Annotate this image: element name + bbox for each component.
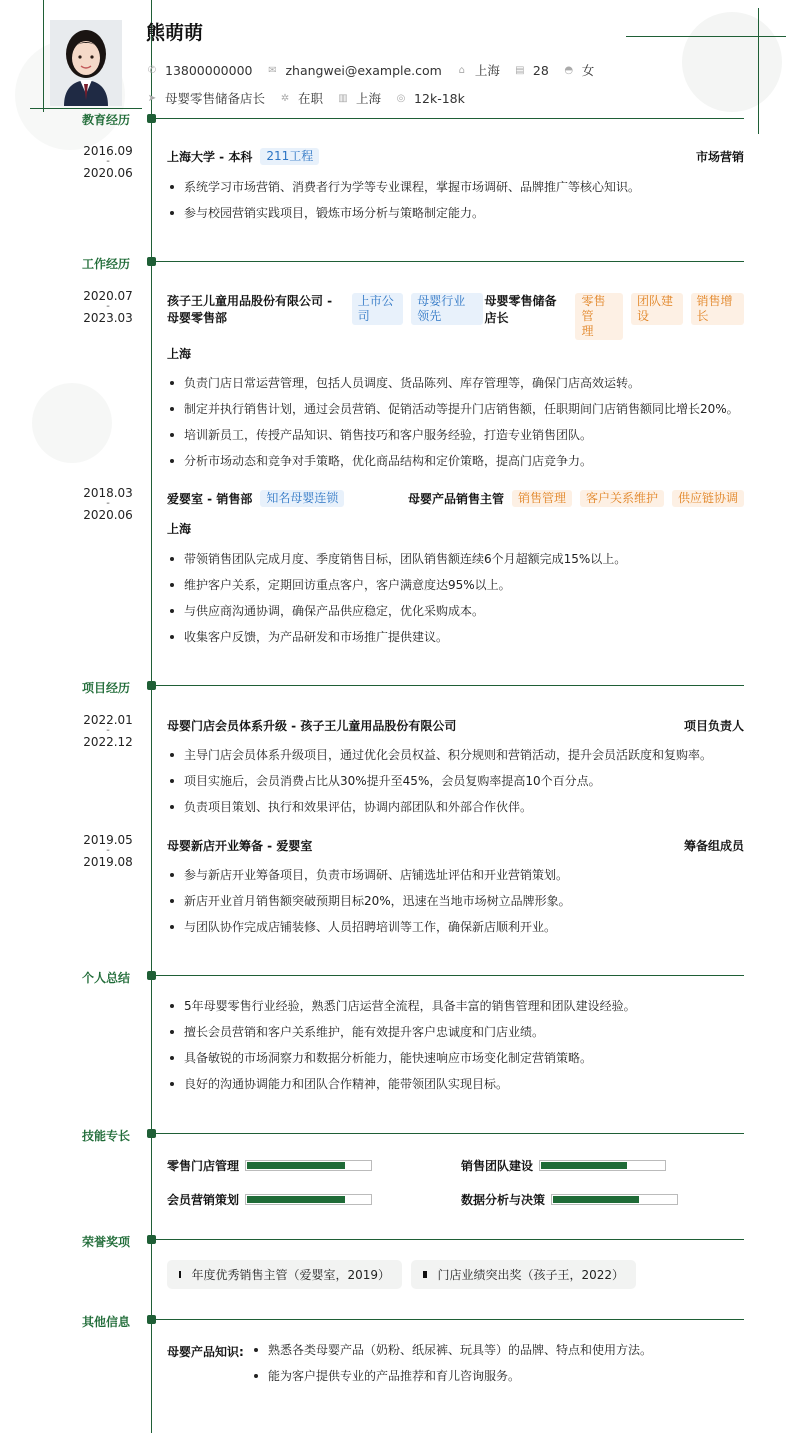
project-header <box>167 837 744 854</box>
skill-item <box>461 1191 678 1208</box>
job-intent-row <box>146 89 479 107</box>
skill-item <box>167 1191 372 1208</box>
date-range: 2018.03 - 2020.06 <box>83 486 133 522</box>
status-icon: ✲ <box>280 92 290 104</box>
skill-item <box>167 1157 372 1174</box>
company-tag: 知名母婴连锁 <box>260 490 344 507</box>
list-item: 收集客户反馈，为产品研发和市场推广提供建议。 <box>167 630 747 656</box>
section-divider <box>156 1319 744 1320</box>
list-item: 带领销售团队完成月度、季度销售目标，团队销售额连续6个月超额完成15%以上。 <box>167 552 747 578</box>
section-title-summary: 个人总结 <box>82 971 131 985</box>
section-title-projects: 项目经历 <box>82 681 131 695</box>
skill-tag: 供应链协调 <box>672 490 744 507</box>
list-item: 负责门店日常运营管理，包括人员调度、货品陈列、库存管理等，确保门店高效运转。 <box>167 376 747 402</box>
skill-tag: 零售管 理 <box>575 293 623 340</box>
work-header <box>167 490 744 507</box>
company-tag: 上市公 司 <box>352 293 404 325</box>
skill-level-bar <box>551 1194 678 1205</box>
list-item: 擅长会员营销和客户关系维护，能有效提升客户忠诚度和门店业绩。 <box>167 1025 747 1051</box>
education-header <box>167 148 744 165</box>
other-info-label: 母婴产品知识: <box>167 1345 244 1359</box>
list-item: 与供应商沟通协调，确保产品供应稳定，优化采购成本。 <box>167 604 747 630</box>
skill-tag: 销售增 长 <box>691 293 744 325</box>
phone-icon: ✆ <box>147 64 157 76</box>
date-range: 2020.07 - 2023.03 <box>83 289 133 325</box>
candidate-name: 熊萌萌 <box>146 22 204 44</box>
contact-row <box>146 61 608 79</box>
phone-number: 13800000000 <box>165 62 253 78</box>
work-city: 上海 <box>167 522 192 536</box>
school-tag: 211工程 <box>260 148 319 165</box>
section-title-skills: 技能专长 <box>82 1129 131 1143</box>
list-item: 系统学习市场营销、消费者行为学等专业课程，掌握市场调研、品牌推广等核心知识。 <box>167 180 747 206</box>
skill-level-fill <box>247 1196 345 1203</box>
skill-name: 零售门店管理 <box>167 1159 240 1173</box>
list-item: 制定并执行销售计划，通过会员营销、促销活动等提升门店销售额，任职期间门店销售额同比增长20%。 <box>167 402 747 428</box>
project-title: 母婴门店会员体系升级 - 孩子王儿童用品股份有限公司 <box>167 719 457 733</box>
list-item: 参与新店开业筹备项目，负责市场调研、店铺选址评估和开业营销策划。 <box>167 868 747 894</box>
date-range: 2019.05 - 2019.08 <box>83 833 133 869</box>
target-city: 上海 <box>356 91 382 106</box>
work-bullets <box>167 552 747 656</box>
summary-bullets <box>167 999 747 1103</box>
school-name: 上海大学 - 本科 <box>167 150 253 164</box>
award-badge: 门店业绩突出奖（孩子王，2022） <box>411 1260 636 1289</box>
major: 市场营销 <box>695 150 744 164</box>
salary-icon: ◎ <box>396 92 406 104</box>
avatar <box>50 20 122 106</box>
skill-level-fill <box>541 1162 627 1169</box>
company-name: 孩子王儿童用品股份有限公司 - 母婴零售部 <box>167 294 333 325</box>
other-info-bullets <box>252 1343 652 1395</box>
section-divider <box>156 1239 744 1240</box>
section-title-education: 教育经历 <box>82 113 131 127</box>
list-item: 培训新员工，传授产品知识、销售技巧和客户服务经验，打造专业销售团队。 <box>167 428 747 454</box>
decor-circle <box>682 12 782 112</box>
skill-name: 销售团队建设 <box>461 1159 534 1173</box>
decor-line <box>758 8 759 134</box>
section-divider <box>156 118 744 119</box>
decor-circle <box>32 383 112 463</box>
skill-tag: 客户关系维护 <box>580 490 664 507</box>
list-item: 能为客户提供专业的产品推荐和育儿咨询服务。 <box>252 1369 652 1395</box>
list-item: 与团队协作完成店铺装修、人员招聘培训等工作，确保新店顺利开业。 <box>167 920 747 946</box>
section-marker <box>147 1129 156 1138</box>
skill-tag: 销售管理 <box>512 490 572 507</box>
salary-range: 12k-18k <box>414 90 465 106</box>
calendar-icon: ▤ <box>515 64 525 76</box>
project-bullets <box>167 748 747 826</box>
list-item: 负责项目策划、执行和效果评估，协调内部团队和外部合作伙伴。 <box>167 800 747 826</box>
project-title: 母婴新店开业筹备 - 爱婴室 <box>167 839 313 853</box>
building-icon: ▥ <box>338 92 348 104</box>
company-tag: 母婴行业 领先 <box>411 293 482 325</box>
project-role: 项目负责人 <box>683 719 744 733</box>
date-range: 2016.09 - 2020.06 <box>83 144 133 180</box>
list-item: 维护客户关系，定期回访重点客户，客户满意度达95%以上。 <box>167 578 747 604</box>
list-item: 项目实施后，会员消费占比从30%提升至45%，会员复购率提高10个百分点。 <box>167 774 747 800</box>
list-item: 主导门店会员体系升级项目，通过优化会员权益、积分规则和营销活动，提升会员活跃度和复购率。 <box>167 748 747 774</box>
work-bullets <box>167 376 747 480</box>
skill-tag: 团队建 设 <box>631 293 683 325</box>
age: 28 <box>532 62 549 78</box>
job-title: 母婴产品销售主管 <box>407 492 504 506</box>
section-divider <box>156 261 744 262</box>
skill-level-fill <box>553 1196 639 1203</box>
gender-icon: ◓ <box>564 64 574 76</box>
decor-line <box>30 108 142 109</box>
list-item: 熟悉各类母婴产品（奶粉、纸尿裤、玩具等）的品牌、特点和使用方法。 <box>252 1343 652 1369</box>
section-marker <box>147 114 156 123</box>
list-item: 分析市场动态和竞争对手策略，优化商品结构和定价策略，提高门店竞争力。 <box>167 454 747 480</box>
list-item: 参与校园营销实践项目，锻炼市场分析与策略制定能力。 <box>167 206 747 232</box>
square-bullet-icon <box>423 1271 427 1278</box>
section-divider <box>156 1133 744 1134</box>
section-marker <box>147 681 156 690</box>
project-role: 筹备组成员 <box>683 839 744 853</box>
section-marker <box>147 971 156 980</box>
skill-name: 数据分析与决策 <box>461 1193 546 1207</box>
decor-line <box>626 36 786 37</box>
project-header <box>167 717 744 734</box>
send-icon: ➤ <box>147 92 157 104</box>
section-divider <box>156 685 744 686</box>
date-range: 2022.01 - 2022.12 <box>83 713 133 749</box>
project-bullets <box>167 868 747 946</box>
skill-level-bar <box>245 1160 372 1171</box>
work-city: 上海 <box>167 347 192 361</box>
education-bullets <box>167 180 747 232</box>
section-title-awards: 荣誉奖项 <box>82 1235 131 1249</box>
home-icon: ⌂ <box>458 64 466 76</box>
list-item: 具备敏锐的市场洞察力和数据分析能力，能快速响应市场变化制定营销策略。 <box>167 1051 747 1077</box>
award-badge: 年度优秀销售主管（爱婴室，2019） <box>167 1260 402 1289</box>
square-bullet-icon <box>179 1271 181 1278</box>
list-item: 良好的沟通协调能力和团队合作精神，能带领团队实现目标。 <box>167 1077 747 1103</box>
decor-line <box>43 0 44 112</box>
skill-level-bar <box>245 1194 372 1205</box>
list-item: 5年母婴零售行业经验，熟悉门店运营全流程，具备丰富的销售管理和团队建设经验。 <box>167 999 747 1025</box>
section-divider <box>156 975 744 976</box>
mail-icon: ✉ <box>268 64 277 76</box>
email-address: zhangwei@example.com <box>285 62 442 78</box>
skill-level-fill <box>247 1162 345 1169</box>
employment-status: 在职 <box>298 91 324 106</box>
section-title-work: 工作经历 <box>82 257 131 271</box>
section-marker <box>147 1315 156 1324</box>
section-marker <box>147 257 156 266</box>
gender: 女 <box>581 63 595 78</box>
job-title: 母婴零售储备 店长 <box>484 294 557 325</box>
target-role: 母婴零售储备店长 <box>165 91 266 106</box>
skill-item <box>461 1157 666 1174</box>
company-name: 爱婴室 - 销售部 <box>167 492 253 506</box>
skill-level-bar <box>539 1160 666 1171</box>
section-title-other: 其他信息 <box>82 1315 131 1329</box>
list-item: 新店开业首月销售额突破预期目标20%，迅速在当地市场树立品牌形象。 <box>167 894 747 920</box>
work-header <box>167 293 744 340</box>
city: 上海 <box>474 63 500 78</box>
skill-name: 会员营销策划 <box>167 1193 240 1207</box>
section-marker <box>147 1235 156 1244</box>
